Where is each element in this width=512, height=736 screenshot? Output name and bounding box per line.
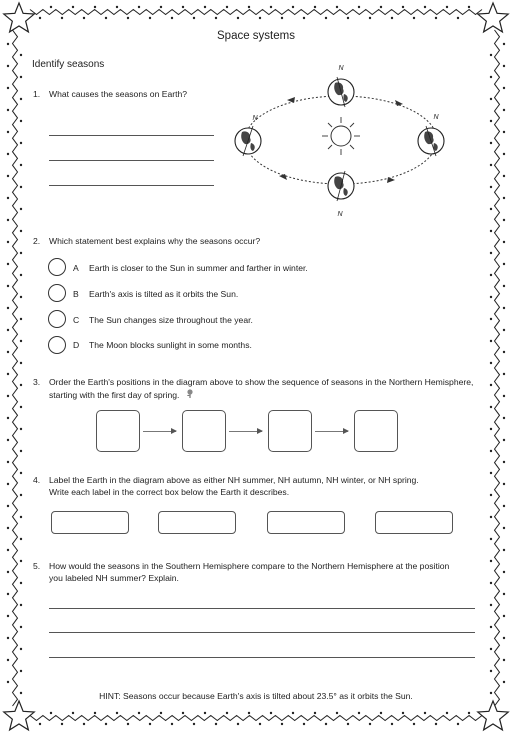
border-dot xyxy=(270,712,272,714)
border-dot xyxy=(457,17,459,19)
border-dot xyxy=(314,712,316,714)
border-dot xyxy=(160,712,162,714)
border-dot xyxy=(20,560,22,562)
border-dot xyxy=(39,723,41,725)
q1-text: What causes the seasons on Earth? xyxy=(49,89,188,99)
border-dot xyxy=(490,582,492,584)
border-dot xyxy=(281,723,283,725)
border-dot xyxy=(20,76,22,78)
earth-icon-left xyxy=(235,126,261,156)
border-dot xyxy=(20,450,22,452)
border-dot xyxy=(7,395,9,397)
border-dot xyxy=(204,712,206,714)
border-dot xyxy=(503,329,505,331)
option-b-letter: B xyxy=(73,289,79,299)
option-a-letter: A xyxy=(73,263,79,273)
border-dot xyxy=(72,6,74,8)
border-dot xyxy=(7,593,9,595)
border-dot xyxy=(503,483,505,485)
border-dot xyxy=(468,712,470,714)
q2-text: Which statement best explains why the seasons occur? xyxy=(49,236,261,246)
border-dot xyxy=(413,17,415,19)
border-dot xyxy=(490,340,492,342)
border-dot xyxy=(94,6,96,8)
border-dot xyxy=(20,230,22,232)
border-dot xyxy=(503,373,505,375)
border-dot xyxy=(20,252,22,254)
border-dot xyxy=(490,142,492,144)
border-dot xyxy=(20,582,22,584)
q2-number: 2. xyxy=(33,236,41,246)
border-dot xyxy=(314,6,316,8)
border-dot xyxy=(20,362,22,364)
border-dot xyxy=(7,175,9,177)
border-dot xyxy=(215,17,217,19)
border-dot xyxy=(503,65,505,67)
earth-icon-top xyxy=(328,77,354,107)
border-dot xyxy=(503,659,505,661)
q4-number: 4. xyxy=(33,475,41,485)
border-dot xyxy=(138,712,140,714)
sequence-box-1[interactable] xyxy=(96,410,140,452)
border-dot xyxy=(391,723,393,725)
border-dot xyxy=(7,87,9,89)
border-dot xyxy=(391,17,393,19)
border-dot xyxy=(20,54,22,56)
q1-answer-line-2[interactable] xyxy=(49,160,214,161)
border-dot xyxy=(20,186,22,188)
sequence-box-4[interactable] xyxy=(354,410,398,452)
border-dot xyxy=(503,285,505,287)
border-dot xyxy=(20,472,22,474)
border-dot xyxy=(503,571,505,573)
border-dot xyxy=(503,417,505,419)
border-dot xyxy=(490,208,492,210)
border-dot xyxy=(503,175,505,177)
earth-icon-right xyxy=(418,126,444,156)
border-dot xyxy=(490,186,492,188)
sun-icon xyxy=(322,117,360,155)
border-edge xyxy=(30,716,482,721)
border-dot xyxy=(20,538,22,540)
border-dot xyxy=(490,76,492,78)
option-a-text: Earth is closer to the Sun in summer and farther in winter. xyxy=(89,263,308,273)
q5-answer-line-2[interactable] xyxy=(49,632,475,633)
border-dot xyxy=(424,712,426,714)
label-box-2[interactable] xyxy=(158,511,236,534)
border-dot xyxy=(413,723,415,725)
border-dot xyxy=(490,670,492,672)
border-dot xyxy=(490,450,492,452)
border-dot xyxy=(237,723,239,725)
border-dot xyxy=(490,472,492,474)
border-dot xyxy=(7,109,9,111)
border-dot xyxy=(503,241,505,243)
border-dot xyxy=(248,6,250,8)
q1-answer-line-3[interactable] xyxy=(49,185,214,186)
border-dot xyxy=(281,17,283,19)
north-label-top: N xyxy=(338,65,344,72)
border-dot xyxy=(503,615,505,617)
option-d-letter: D xyxy=(73,340,80,350)
border-dot xyxy=(503,505,505,507)
option-c-text: The Sun changes size throughout the year. xyxy=(89,315,253,325)
border-dot xyxy=(503,351,505,353)
border-dot xyxy=(20,274,22,276)
border-dot xyxy=(490,384,492,386)
border-dot xyxy=(490,296,492,298)
border-edge xyxy=(13,30,18,706)
border-dot xyxy=(503,307,505,309)
border-dot xyxy=(20,406,22,408)
border-dot xyxy=(7,351,9,353)
border-dot xyxy=(7,483,9,485)
border-dot xyxy=(503,593,505,595)
border-dot xyxy=(358,6,360,8)
option-d-radio[interactable] xyxy=(48,336,66,354)
option-c-radio[interactable] xyxy=(48,310,66,328)
border-dot xyxy=(402,6,404,8)
border-dot xyxy=(435,17,437,19)
border-dot xyxy=(7,219,9,221)
corner-star-icon xyxy=(478,701,508,730)
border-dot xyxy=(20,120,22,122)
border-dot xyxy=(7,153,9,155)
border-dot xyxy=(20,516,22,518)
border-dot xyxy=(424,6,426,8)
border-dot xyxy=(347,723,349,725)
border-dot xyxy=(490,626,492,628)
border-dot xyxy=(325,723,327,725)
sequence-box-2[interactable] xyxy=(182,410,226,452)
border-dot xyxy=(248,712,250,714)
border-dot xyxy=(160,6,162,8)
border-dot xyxy=(127,723,129,725)
border-dot xyxy=(20,604,22,606)
border-dot xyxy=(490,538,492,540)
q5-answer-line-1[interactable] xyxy=(49,608,475,609)
north-label-left: N xyxy=(252,115,258,122)
border-dot xyxy=(149,723,151,725)
border-dot xyxy=(171,17,173,19)
border-dot xyxy=(7,65,9,67)
border-dot xyxy=(20,98,22,100)
border-dot xyxy=(7,329,9,331)
label-box-4[interactable] xyxy=(375,511,453,534)
q3-number: 3. xyxy=(33,377,41,387)
corner-star-icon xyxy=(4,3,34,32)
border-dot xyxy=(7,505,9,507)
border-dot xyxy=(503,395,505,397)
border-dot xyxy=(171,723,173,725)
border-dot xyxy=(336,712,338,714)
border-dot xyxy=(503,263,505,265)
border-dot xyxy=(7,43,9,45)
north-label-bottom: N xyxy=(337,211,343,218)
border-dot xyxy=(20,428,22,430)
border-dot xyxy=(468,6,470,8)
option-b-text: Earth's axis is tilted as it orbits the Sun. xyxy=(89,289,239,299)
border-dot xyxy=(490,494,492,496)
section-subtitle: Identify seasons xyxy=(32,59,105,70)
border-dot xyxy=(204,6,206,8)
border-dot xyxy=(237,17,239,19)
border-dot xyxy=(39,17,41,19)
border-dot xyxy=(490,54,492,56)
border-dot xyxy=(20,208,22,210)
border-dot xyxy=(20,340,22,342)
corner-star-icon xyxy=(4,701,34,730)
border-dot xyxy=(446,6,448,8)
border-dot xyxy=(503,439,505,441)
border-dot xyxy=(7,571,9,573)
border-dot xyxy=(303,17,305,19)
border-dot xyxy=(7,681,9,683)
border-dot xyxy=(105,17,107,19)
border-dot xyxy=(503,637,505,639)
sequence-box-3[interactable] xyxy=(268,410,312,452)
border-dot xyxy=(369,17,371,19)
q1-answer-line-1[interactable] xyxy=(49,135,214,136)
border-dot xyxy=(259,723,261,725)
sequence-arrow-icon xyxy=(315,431,348,432)
border-dot xyxy=(402,712,404,714)
border-dot xyxy=(20,164,22,166)
border-dot xyxy=(490,274,492,276)
border-dot xyxy=(358,712,360,714)
q3-line-2: starting with the first day of spring. xyxy=(49,390,180,400)
border-dot xyxy=(20,142,22,144)
border-dot xyxy=(193,723,195,725)
earth-icon-bottom xyxy=(328,171,354,201)
border-dot xyxy=(138,6,140,8)
border-dot xyxy=(20,670,22,672)
border-dot xyxy=(435,723,437,725)
border-dot xyxy=(7,241,9,243)
q1-number: 1. xyxy=(33,89,41,99)
border-dot xyxy=(149,17,151,19)
border-dot xyxy=(105,723,107,725)
border-dot xyxy=(7,527,9,529)
border-dot xyxy=(7,285,9,287)
border-dot xyxy=(182,712,184,714)
border-dot xyxy=(7,637,9,639)
border-dot xyxy=(490,406,492,408)
border-dot xyxy=(61,723,63,725)
label-box-1[interactable] xyxy=(51,511,129,534)
q3-line-1: Order the Earth's positions in the diagram above to show the sequence of seasons in the Northern Hemisphere, xyxy=(49,377,474,387)
border-dot xyxy=(7,263,9,265)
border-dot xyxy=(503,461,505,463)
border-dot xyxy=(380,6,382,8)
border-dot xyxy=(503,681,505,683)
border-dot xyxy=(490,318,492,320)
corner-star-icon xyxy=(478,3,508,32)
border-dot xyxy=(50,712,52,714)
hint-text: HINT: Seasons occur because Earth's axis is tilted about 23.5° as it orbits the Sun. xyxy=(99,691,413,701)
border-dot xyxy=(7,615,9,617)
border-dot xyxy=(490,428,492,430)
border-dot xyxy=(292,712,294,714)
border-dot xyxy=(20,296,22,298)
north-label-right: N xyxy=(433,114,439,121)
border-dot xyxy=(292,6,294,8)
option-b-radio[interactable] xyxy=(48,284,66,302)
border-dot xyxy=(116,712,118,714)
option-c-letter: C xyxy=(73,315,80,325)
border-dot xyxy=(503,549,505,551)
border-dot xyxy=(20,318,22,320)
border-dot xyxy=(20,384,22,386)
border-dot xyxy=(226,6,228,8)
border-dot xyxy=(336,6,338,8)
border-dot xyxy=(7,549,9,551)
border-dot xyxy=(7,373,9,375)
border-dot xyxy=(490,120,492,122)
border-dot xyxy=(270,6,272,8)
label-box-3[interactable] xyxy=(267,511,345,534)
q5-line-2: you labeled NH summer? Explain. xyxy=(49,573,179,583)
border-dot xyxy=(347,17,349,19)
q5-answer-line-3[interactable] xyxy=(49,657,475,658)
border-dot xyxy=(490,604,492,606)
border-dot xyxy=(116,6,118,8)
border-dot xyxy=(7,131,9,133)
border-dot xyxy=(503,527,505,529)
border-dot xyxy=(226,712,228,714)
border-dot xyxy=(503,87,505,89)
border-dot xyxy=(20,626,22,628)
option-a-radio[interactable] xyxy=(48,258,66,276)
sequence-arrow-icon xyxy=(143,431,176,432)
border-dot xyxy=(193,17,195,19)
border-dot xyxy=(7,659,9,661)
border-dot xyxy=(490,230,492,232)
border-dot xyxy=(490,560,492,562)
border-dot xyxy=(503,219,505,221)
border-dot xyxy=(369,723,371,725)
border-edge xyxy=(30,10,482,15)
border-dot xyxy=(83,17,85,19)
q5-number: 5. xyxy=(33,561,41,571)
border-dot xyxy=(20,648,22,650)
orbit-diagram xyxy=(225,62,465,220)
q4-line-2: Write each label in the correct box below the Earth it describes. xyxy=(49,487,290,497)
border-dot xyxy=(7,197,9,199)
q5-line-1: How would the seasons in the Southern Hemisphere compare to the Northern Hemisphere at the position xyxy=(49,561,450,571)
border-dot xyxy=(490,516,492,518)
border-dot xyxy=(7,417,9,419)
border-dot xyxy=(72,712,74,714)
q4-line-1: Label the Earth in the diagram above as either NH summer, NH autumn, NH winter, or NH spring. xyxy=(49,475,419,485)
border-dot xyxy=(325,17,327,19)
sequence-arrow-icon xyxy=(229,431,262,432)
border-dot xyxy=(182,6,184,8)
border-dot xyxy=(7,307,9,309)
border-dot xyxy=(127,17,129,19)
border-dot xyxy=(7,439,9,441)
border-edge xyxy=(495,30,500,706)
border-dot xyxy=(503,109,505,111)
border-dot xyxy=(83,723,85,725)
border-dot xyxy=(503,153,505,155)
option-d-text: The Moon blocks sunlight in some months. xyxy=(89,340,252,350)
flower-icon xyxy=(184,388,196,400)
border-dot xyxy=(457,723,459,725)
border-dot xyxy=(503,131,505,133)
page-title: Space systems xyxy=(217,30,295,42)
border-dot xyxy=(7,461,9,463)
border-dot xyxy=(215,723,217,725)
border-dot xyxy=(490,252,492,254)
border-dot xyxy=(503,43,505,45)
border-dot xyxy=(490,362,492,364)
border-dot xyxy=(490,648,492,650)
border-dot xyxy=(259,17,261,19)
border-dot xyxy=(50,6,52,8)
border-dot xyxy=(380,712,382,714)
border-dot xyxy=(503,197,505,199)
border-dot xyxy=(446,712,448,714)
border-dot xyxy=(303,723,305,725)
border-dot xyxy=(94,712,96,714)
border-dot xyxy=(490,98,492,100)
border-dot xyxy=(490,164,492,166)
border-dot xyxy=(20,494,22,496)
border-dot xyxy=(61,17,63,19)
